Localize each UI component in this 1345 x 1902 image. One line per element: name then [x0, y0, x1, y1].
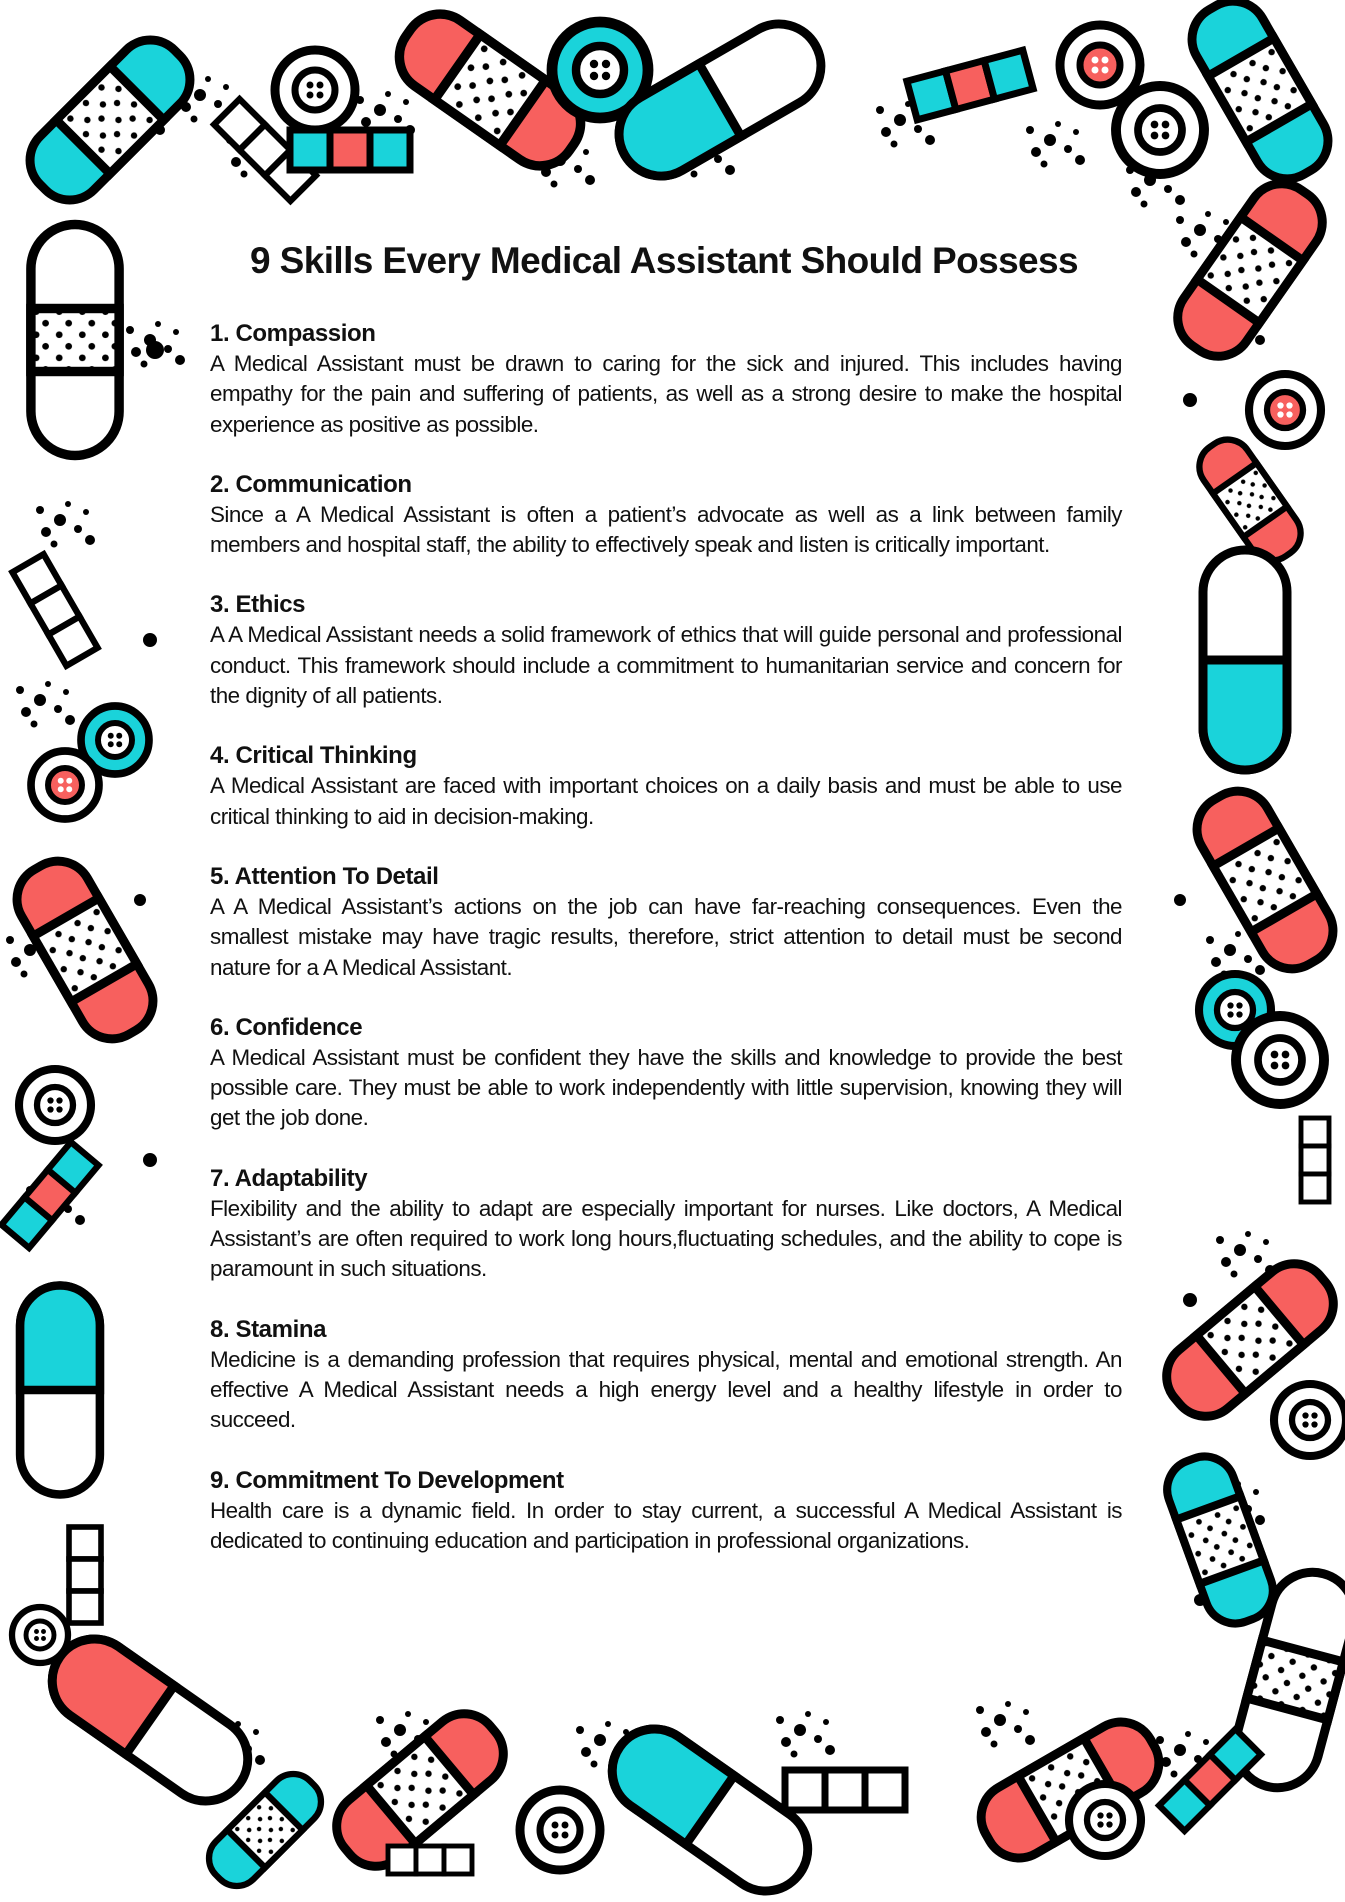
skill-heading: 6. Confidence	[210, 1013, 363, 1041]
skill-heading: 7. Adaptability	[210, 1164, 368, 1192]
skill-heading: 2. Communication	[210, 470, 412, 498]
skill-description: Medicine is a demanding profession that requires physical, mental and emotional strength. An effective A Medical Assistant needs a high energy level and a healthy lifestyle in order to succeed.	[210, 1346, 1122, 1433]
skill-description: A Medical Assistant must be drawn to caring for the sick and injured. This includes having empathy for the pain and suffering of patients, as well as a strong desire to make the hospital experience as positive as possible.	[210, 351, 1122, 437]
skill-item	[210, 741, 1122, 832]
skill-description: A A Medical Assistant’s actions on the job can have far-reaching consequences. Even the smallest mistake may have tragic results, therefore, strict attention to detail must be second nature for a A Medical Assistant.	[210, 893, 1122, 980]
skill-heading: 8. Stamina	[210, 1315, 327, 1343]
skill-description: A Medical Assistant are faced with important choices on a daily basis and must be able to use critical thinking to aid in decision-making.	[210, 773, 1122, 829]
skill-item	[210, 590, 1122, 711]
page-title: 9 Skills Every Medical Assistant Should Possess	[250, 240, 1078, 281]
skill-item	[210, 1315, 1122, 1436]
skill-heading: 9. Commitment To Development	[210, 1466, 564, 1494]
skill-item	[210, 1466, 1122, 1557]
skill-description: A Medical Assistant must be confident they have the skills and knowledge to provide the best possible care. They must be able to work independently with little supervision, knowing they will get the job done.	[210, 1044, 1122, 1131]
skill-heading: 4. Critical Thinking	[210, 742, 417, 770]
skill-item	[210, 1013, 1122, 1134]
skill-description: Since a A Medical Assistant is often a patient’s advocate as well as a link between family members and hospital staff, the ability to effectively speak and listen is critically important.	[210, 501, 1122, 558]
skill-description: Health care is a dynamic field. In order to stay current, a successful A Medical Assistant is dedicated to continuing education and participation in professional organizations.	[210, 1497, 1122, 1553]
skill-heading: 3. Ethics	[210, 591, 306, 619]
skill-item	[210, 470, 1122, 561]
skill-heading: 5. Attention To Detail	[210, 862, 439, 890]
skill-item	[210, 319, 1122, 440]
skill-item	[210, 862, 1122, 983]
skill-description: A A Medical Assistant needs a solid framework of ethics that will guide personal and professional conduct. This framework should include a commitment to humanitarian service and concern for the dignity of all patients.	[210, 622, 1122, 709]
skill-description: Flexibility and the ability to adapt are especially important for nurses. Like doctors, A Medical Assistant’s are often required to work long hours,fluctuating schedules, and the ability to cope is paramount in such situations.	[210, 1195, 1122, 1282]
skill-heading: 1. Compassion	[210, 320, 376, 347]
skill-item	[210, 1164, 1122, 1285]
document-content	[210, 240, 1122, 1586]
